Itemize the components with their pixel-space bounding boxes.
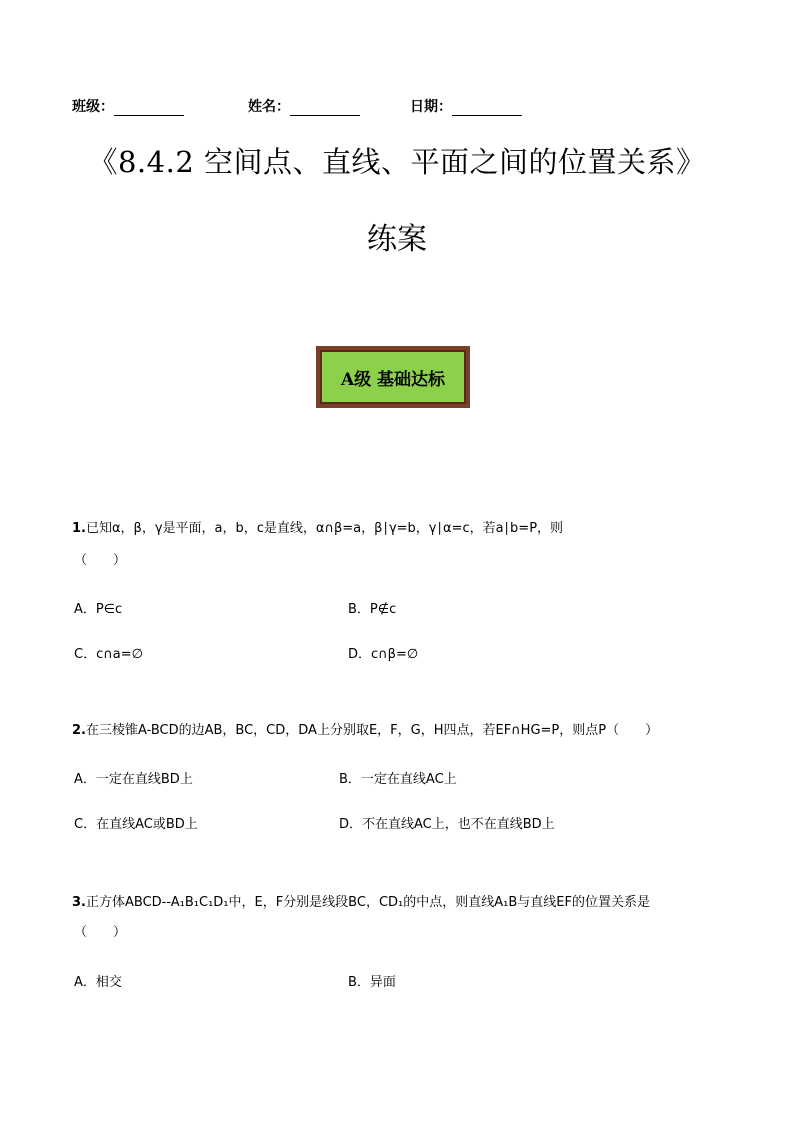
class-blank[interactable]	[114, 101, 184, 116]
name-field	[248, 96, 360, 116]
question-3-option-a[interactable]: A．相交	[74, 975, 122, 990]
question-1-option-d[interactable]: D．c∩β=∅	[348, 647, 419, 662]
question-1-option-b[interactable]: B．P∉c	[348, 602, 397, 617]
name-label: 姓名：	[248, 99, 290, 115]
question-2	[72, 723, 752, 739]
date-label: 日期：	[410, 99, 452, 115]
question-2-stem: 在三棱锥A-BCD的边AB，BC，CD，DA上分别取E，F，G，H四点，若EF∩HG=P，则点P（ ）	[85, 723, 659, 738]
question-1-paren: （ ）	[74, 553, 127, 568]
level-badge	[316, 346, 470, 408]
question-1-stem: 已知α，β，γ是平面，a，b，c是直线，α∩β=a，β∣γ=b，γ∣α=c，若a∣b=P，则	[85, 521, 564, 536]
level-badge-label: A级 基础达标	[320, 350, 466, 404]
question-1-option-a[interactable]: A．P∈c	[74, 602, 123, 617]
class-field	[72, 96, 184, 116]
page-title: 《8.4.2 空间点、直线、平面之间的位置关系》	[88, 145, 706, 179]
page-subtitle: 练案	[367, 222, 427, 257]
date-blank[interactable]	[452, 101, 522, 116]
question-3-option-b[interactable]: B．异面	[348, 975, 396, 990]
question-3-stem: 正方体ABCD--A₁B₁C₁D₁中，E，F分别是线段BC，CD₁的中点，则直线A₁B与直线EF的位置关系是	[85, 895, 650, 910]
date-field	[410, 96, 522, 116]
question-1	[72, 521, 732, 537]
question-2-option-a[interactable]: A．一定在直线BD上	[74, 772, 193, 787]
question-1-option-c[interactable]: C．c∩a=∅	[74, 647, 143, 662]
class-label: 班级：	[72, 99, 114, 115]
question-3-paren: （ ）	[74, 925, 127, 940]
name-blank[interactable]	[290, 101, 360, 116]
question-2-number: 2.	[72, 723, 86, 738]
question-2-option-d[interactable]: D．不在直线AC上，也不在直线BD上	[339, 817, 555, 832]
question-2-option-b[interactable]: B．一定在直线AC上	[339, 772, 457, 787]
question-3-number: 3.	[72, 895, 86, 910]
question-1-number: 1.	[72, 521, 86, 536]
question-3	[72, 895, 752, 911]
question-2-option-c[interactable]: C．在直线AC或BD上	[74, 817, 198, 832]
